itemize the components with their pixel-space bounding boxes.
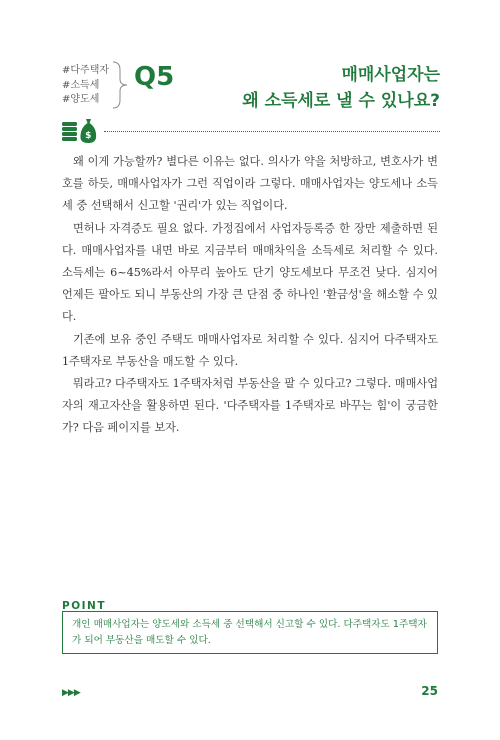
question-number: Q5 bbox=[134, 62, 175, 92]
title-line-2: 왜 소득세로 낼 수 있나요? bbox=[242, 91, 440, 111]
topic-tags bbox=[62, 64, 109, 108]
paragraph-1: 왜 이게 가능할까? 별다른 이유는 없다. 의사가 약을 처방하고, 변호사가 변호를 하듯, 매매사업자가 그런 직업이라 그렇다. 매매사업자는 양도세나 소득세 중 선택해서 신고할 '권리'가 있는 직업이다. bbox=[62, 155, 438, 213]
curly-brace-icon bbox=[111, 60, 129, 110]
point-label: POINT bbox=[62, 600, 106, 612]
page-title bbox=[242, 62, 440, 114]
title-line-1: 매매사업자는 bbox=[341, 65, 440, 85]
paragraph-2: 면허나 자격증도 필요 없다. 가정집에서 사업자등록증 한 장만 제출하면 된다. 매매사업자를 내면 바로 지금부터 매매차익을 소득세로 처리할 수 있다. 소득세는 6~45%라서 아무리 높아도 단기 양도세보다 무조건 낮다. 심지어 언제든 팔아도 되니 부동산의 가장 큰 단점 중 하나인 '환금성'을 해소할 수 있다. bbox=[62, 221, 438, 324]
tag-multi-homeowner: #다주택자 bbox=[62, 65, 110, 76]
paragraph-3: 기존에 보유 중인 주택도 매매사업자로 처리할 수 있다. 심지어 다주택자도 1주택자로 부동산을 매도할 수 있다. bbox=[62, 332, 438, 368]
triple-arrow-icon: ▶▶▶ bbox=[62, 688, 80, 698]
tag-income-tax: #소득세 bbox=[62, 79, 100, 91]
header-divider bbox=[104, 131, 440, 132]
point-box bbox=[62, 611, 438, 654]
body-text bbox=[62, 151, 438, 440]
paragraph-4: 뭐라고? 다주택자도 1주택자처럼 부동산을 팔 수 있다고? 그렇다. 매매사업자의 재고자산을 활용하면 된다. '다주택자를 1주택자로 바꾸는 힘'이 궁금한가? 다음 페이지를 보자. bbox=[62, 377, 438, 435]
tag-transfer-tax: #양도세 bbox=[62, 94, 100, 105]
coin-stack-and-bag-icon bbox=[60, 112, 98, 148]
svg-text:$: $ bbox=[85, 131, 92, 141]
page-number: 25 bbox=[421, 684, 438, 698]
point-text: 개인 매매사업자는 양도세와 소득세 중 선택해서 신고할 수 있다. 다주택자도 1주택자가 되어 부동산을 매도할 수 있다. bbox=[72, 619, 427, 646]
